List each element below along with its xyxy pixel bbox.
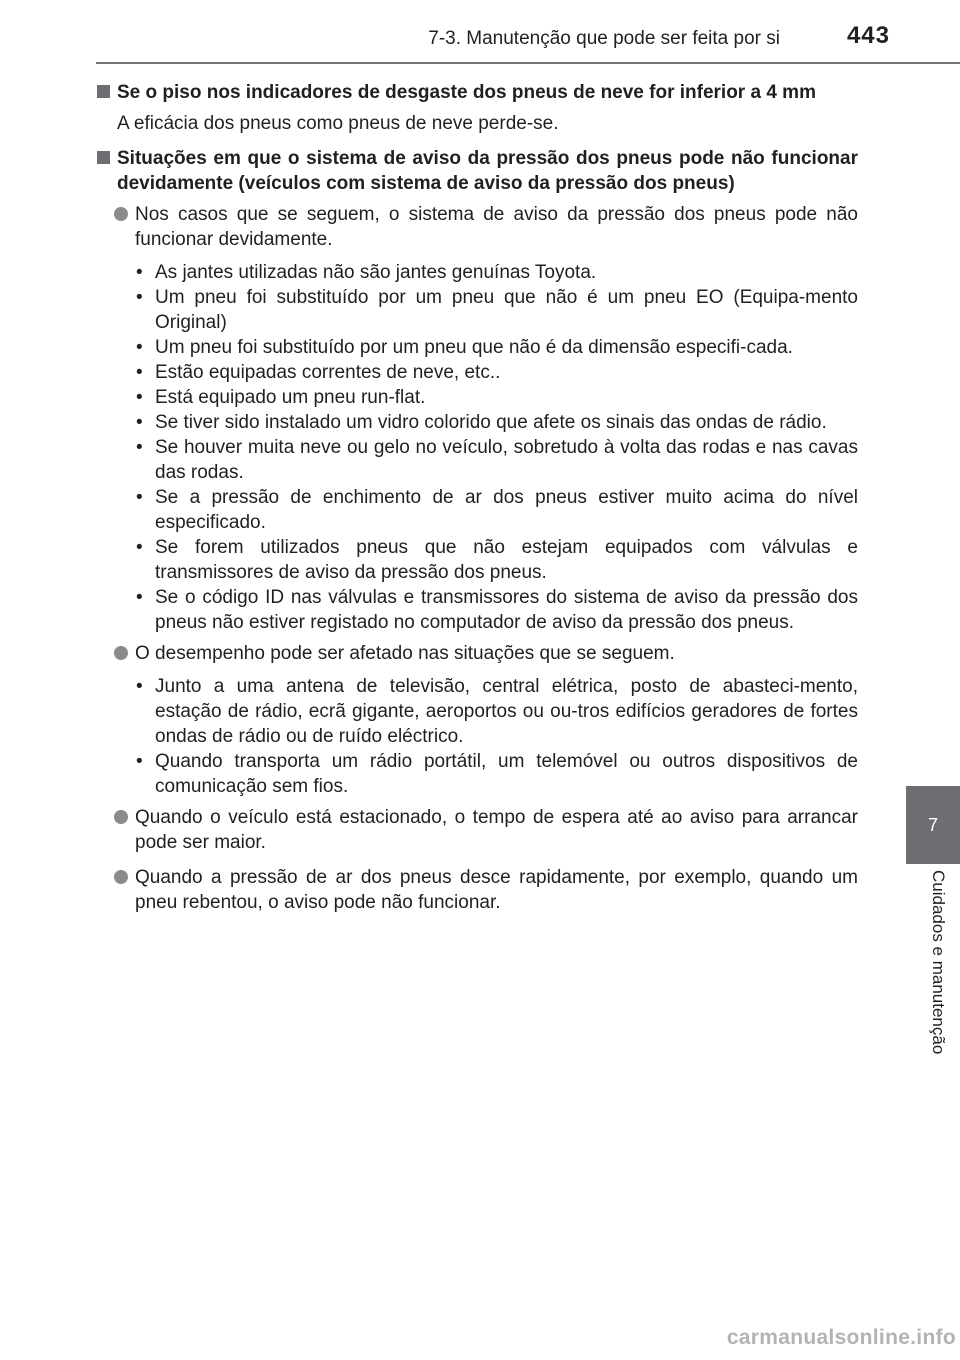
- circle-bullet-icon: [114, 207, 128, 221]
- circle-bullet-icon: [114, 810, 128, 824]
- list-item: • Estão equipadas correntes de neve, etc..: [135, 360, 858, 385]
- chapter-label-text: Cuidados e manutenção: [929, 870, 948, 1055]
- list-item: • Se o código ID nas válvulas e transmissores do sistema de aviso da pressão dos pneus não estiver registado no computador de aviso da pressão dos pneus.: [135, 585, 858, 635]
- page-number: 443: [846, 22, 890, 49]
- list-item: • Um pneu foi substituído por um pneu que não é um pneu EO (Equipa-mento Original): [135, 285, 858, 335]
- list-item: • Está equipado um pneu run-flat.: [135, 385, 858, 410]
- page-content: [96, 80, 858, 915]
- chapter-tab: [906, 786, 960, 864]
- list-item: • Junto a uma antena de televisão, central elétrica, posto de abasteci-mento, estação de rádio, ecrã gigante, aeroportos ou ou-tros edifícios geradores de fortes ondas de rádio ou de ruído eléctrico.: [135, 674, 858, 749]
- chapter-number: 7: [927, 814, 938, 835]
- list-item: • Se forem utilizados pneus que não estejam equipados com válvulas e transmissores de aviso da pressão dos pneus.: [135, 535, 858, 585]
- section-heading-text: Se o piso nos indicadores de desgaste dos pneus de neve for inferior a 4 mm: [117, 82, 816, 103]
- list-item: • As jantes utilizadas não são jantes genuínas Toyota.: [135, 260, 858, 285]
- circle-point: [96, 641, 858, 666]
- section-heading: [96, 80, 858, 105]
- list-item: • Se tiver sido instalado um vidro colorido que afete os sinais das ondas de rádio.: [135, 410, 858, 435]
- section-heading-text: Situações em que o sistema de aviso da pressão dos pneus pode não funcionar devidamente (veículos com sistema de aviso da pressão dos pneus): [117, 148, 858, 194]
- circle-point: [96, 865, 858, 915]
- point-text: Nos casos que se seguem, o sistema de aviso da pressão dos pneus pode não funcionar devidamente.: [135, 204, 858, 250]
- circle-bullet-icon: [114, 870, 128, 884]
- circle-point: [96, 202, 858, 252]
- section-heading: [96, 146, 858, 196]
- point-text: Quando o veículo está estacionado, o tempo de espera até ao aviso para arrancar pode ser maior.: [135, 807, 858, 853]
- chapter-side-label: [928, 870, 948, 1110]
- header-divider: [96, 62, 960, 64]
- circle-point: [96, 805, 858, 855]
- list-item: • Quando transporta um rádio portátil, um telemóvel ou outros dispositivos de comunicação sem fios.: [135, 749, 858, 799]
- bullet-list: [96, 674, 858, 799]
- point-text: Quando a pressão de ar dos pneus desce rapidamente, por exemplo, quando um pneu rebentou, o aviso pode não funcionar.: [135, 867, 858, 913]
- list-item: • Um pneu foi substituído por um pneu que não é da dimensão especifi-cada.: [135, 335, 858, 360]
- running-header-title: 7-3. Manutenção que pode ser feita por si: [428, 28, 780, 49]
- square-bullet-icon: [97, 85, 110, 98]
- list-item: • Se a pressão de enchimento de ar dos pneus estiver muito acima do nível especificado.: [135, 485, 858, 535]
- point-text: O desempenho pode ser afetado nas situações que se seguem.: [135, 643, 675, 664]
- watermark: carmanualsonline.info: [726, 1326, 956, 1349]
- section-body: A eficácia dos pneus como pneus de neve perde-se.: [117, 113, 559, 134]
- circle-bullet-icon: [114, 646, 128, 660]
- square-bullet-icon: [97, 151, 110, 164]
- bullet-list: [96, 260, 858, 635]
- list-item: • Se houver muita neve ou gelo no veículo, sobretudo à volta das rodas e nas cavas das rodas.: [135, 435, 858, 485]
